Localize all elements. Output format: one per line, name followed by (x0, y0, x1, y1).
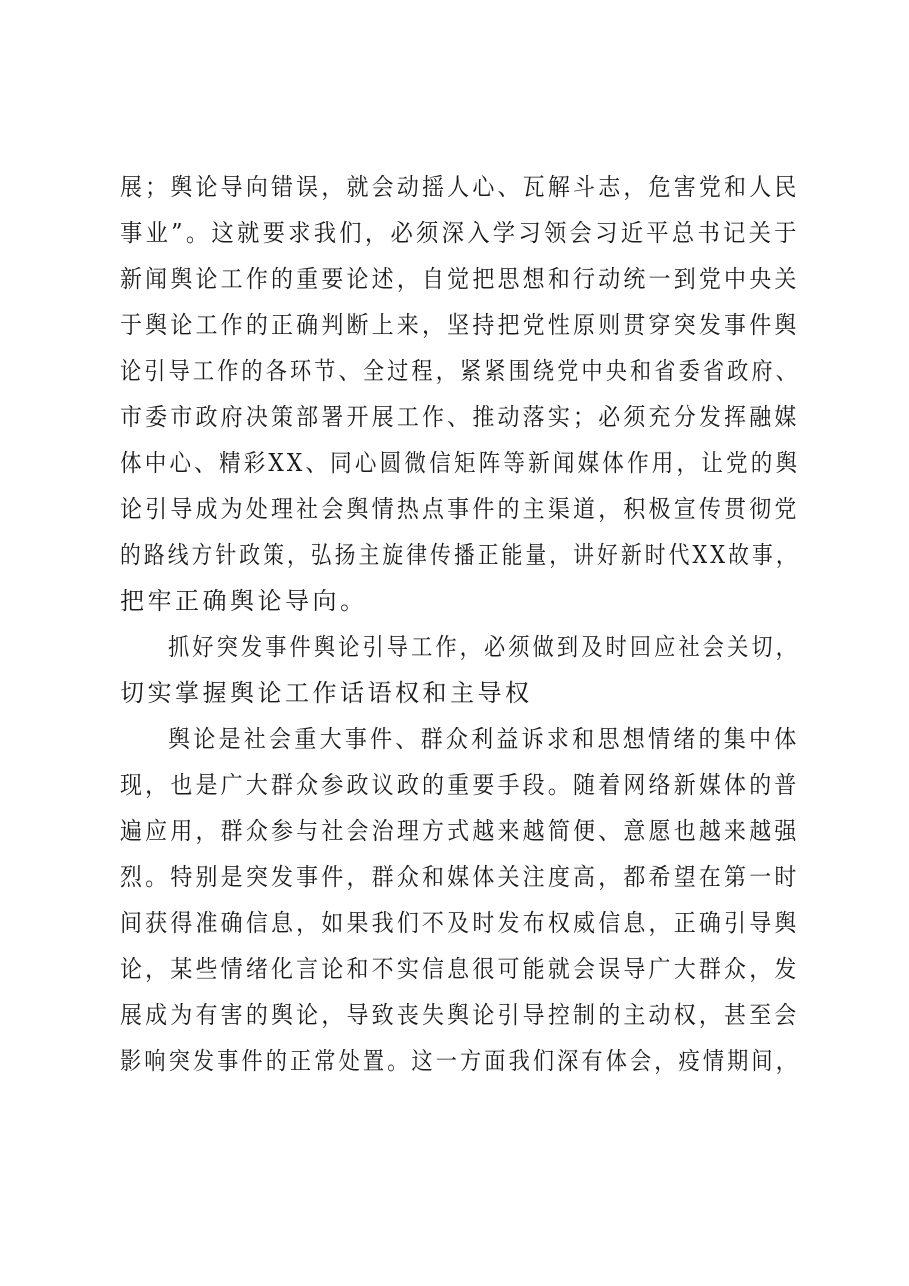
text-line: 新闻舆论工作的重要论述，自觉把思想和行动统一到党中央关 (120, 265, 800, 293)
text-line: 论引导工作的各环节、全过程，紧紧围绕党中央和省委省政府、 (120, 357, 800, 385)
text-line: 的路线方针政策，弘扬主旋律传播正能量，讲好新时代XX故事， (120, 541, 800, 569)
text-line: 舆论是社会重大事件、群众利益诉求和思想情绪的集中体 (168, 725, 800, 753)
text-line: 事业”。这就要求我们，必须深入学习领会习近平总书记关于 (120, 219, 800, 247)
section-heading-line: 抓好突发事件舆论引导工作，必须做到及时回应社会关切， (168, 633, 800, 661)
text-line: 展成为有害的舆论，导致丧失舆论引导控制的主动权，甚至会 (120, 1001, 800, 1029)
text-line: 影响突发事件的正常处置。这一方面我们深有体会，疫情期间， (120, 1047, 800, 1075)
text-line: 烈。特别是突发事件，群众和媒体关注度高，都希望在第一时 (120, 863, 800, 891)
text-line: 市委市政府决策部署开展工作、推动落实；必须充分发挥融媒 (120, 403, 800, 431)
text-line: 论引导成为处理社会舆情热点事件的主渠道，积极宣传贯彻党 (120, 495, 800, 523)
text-line: 展；舆论导向错误，就会动摇人心、瓦解斗志，危害党和人民 (120, 173, 800, 201)
text-line: 间获得准确信息，如果我们不及时发布权威信息，正确引导舆 (120, 909, 800, 937)
text-line: 遍应用，群众参与社会治理方式越来越简便、意愿也越来越强 (120, 817, 800, 845)
text-line: 把牢正确舆论导向。 (120, 587, 368, 615)
text-line: 现，也是广大群众参政议政的重要手段。随着网络新媒体的普 (120, 771, 800, 799)
text-line: 论，某些情绪化言论和不实信息很可能就会误导广大群众，发 (120, 955, 800, 983)
text-line: 体中心、精彩XX、同心圆微信矩阵等新闻媒体作用，让党的舆 (120, 449, 801, 477)
section-heading-line: 切实掌握舆论工作话语权和主导权 (120, 679, 533, 707)
text-line: 于舆论工作的正确判断上来，坚持把党性原则贯穿突发事件舆 (120, 311, 800, 339)
